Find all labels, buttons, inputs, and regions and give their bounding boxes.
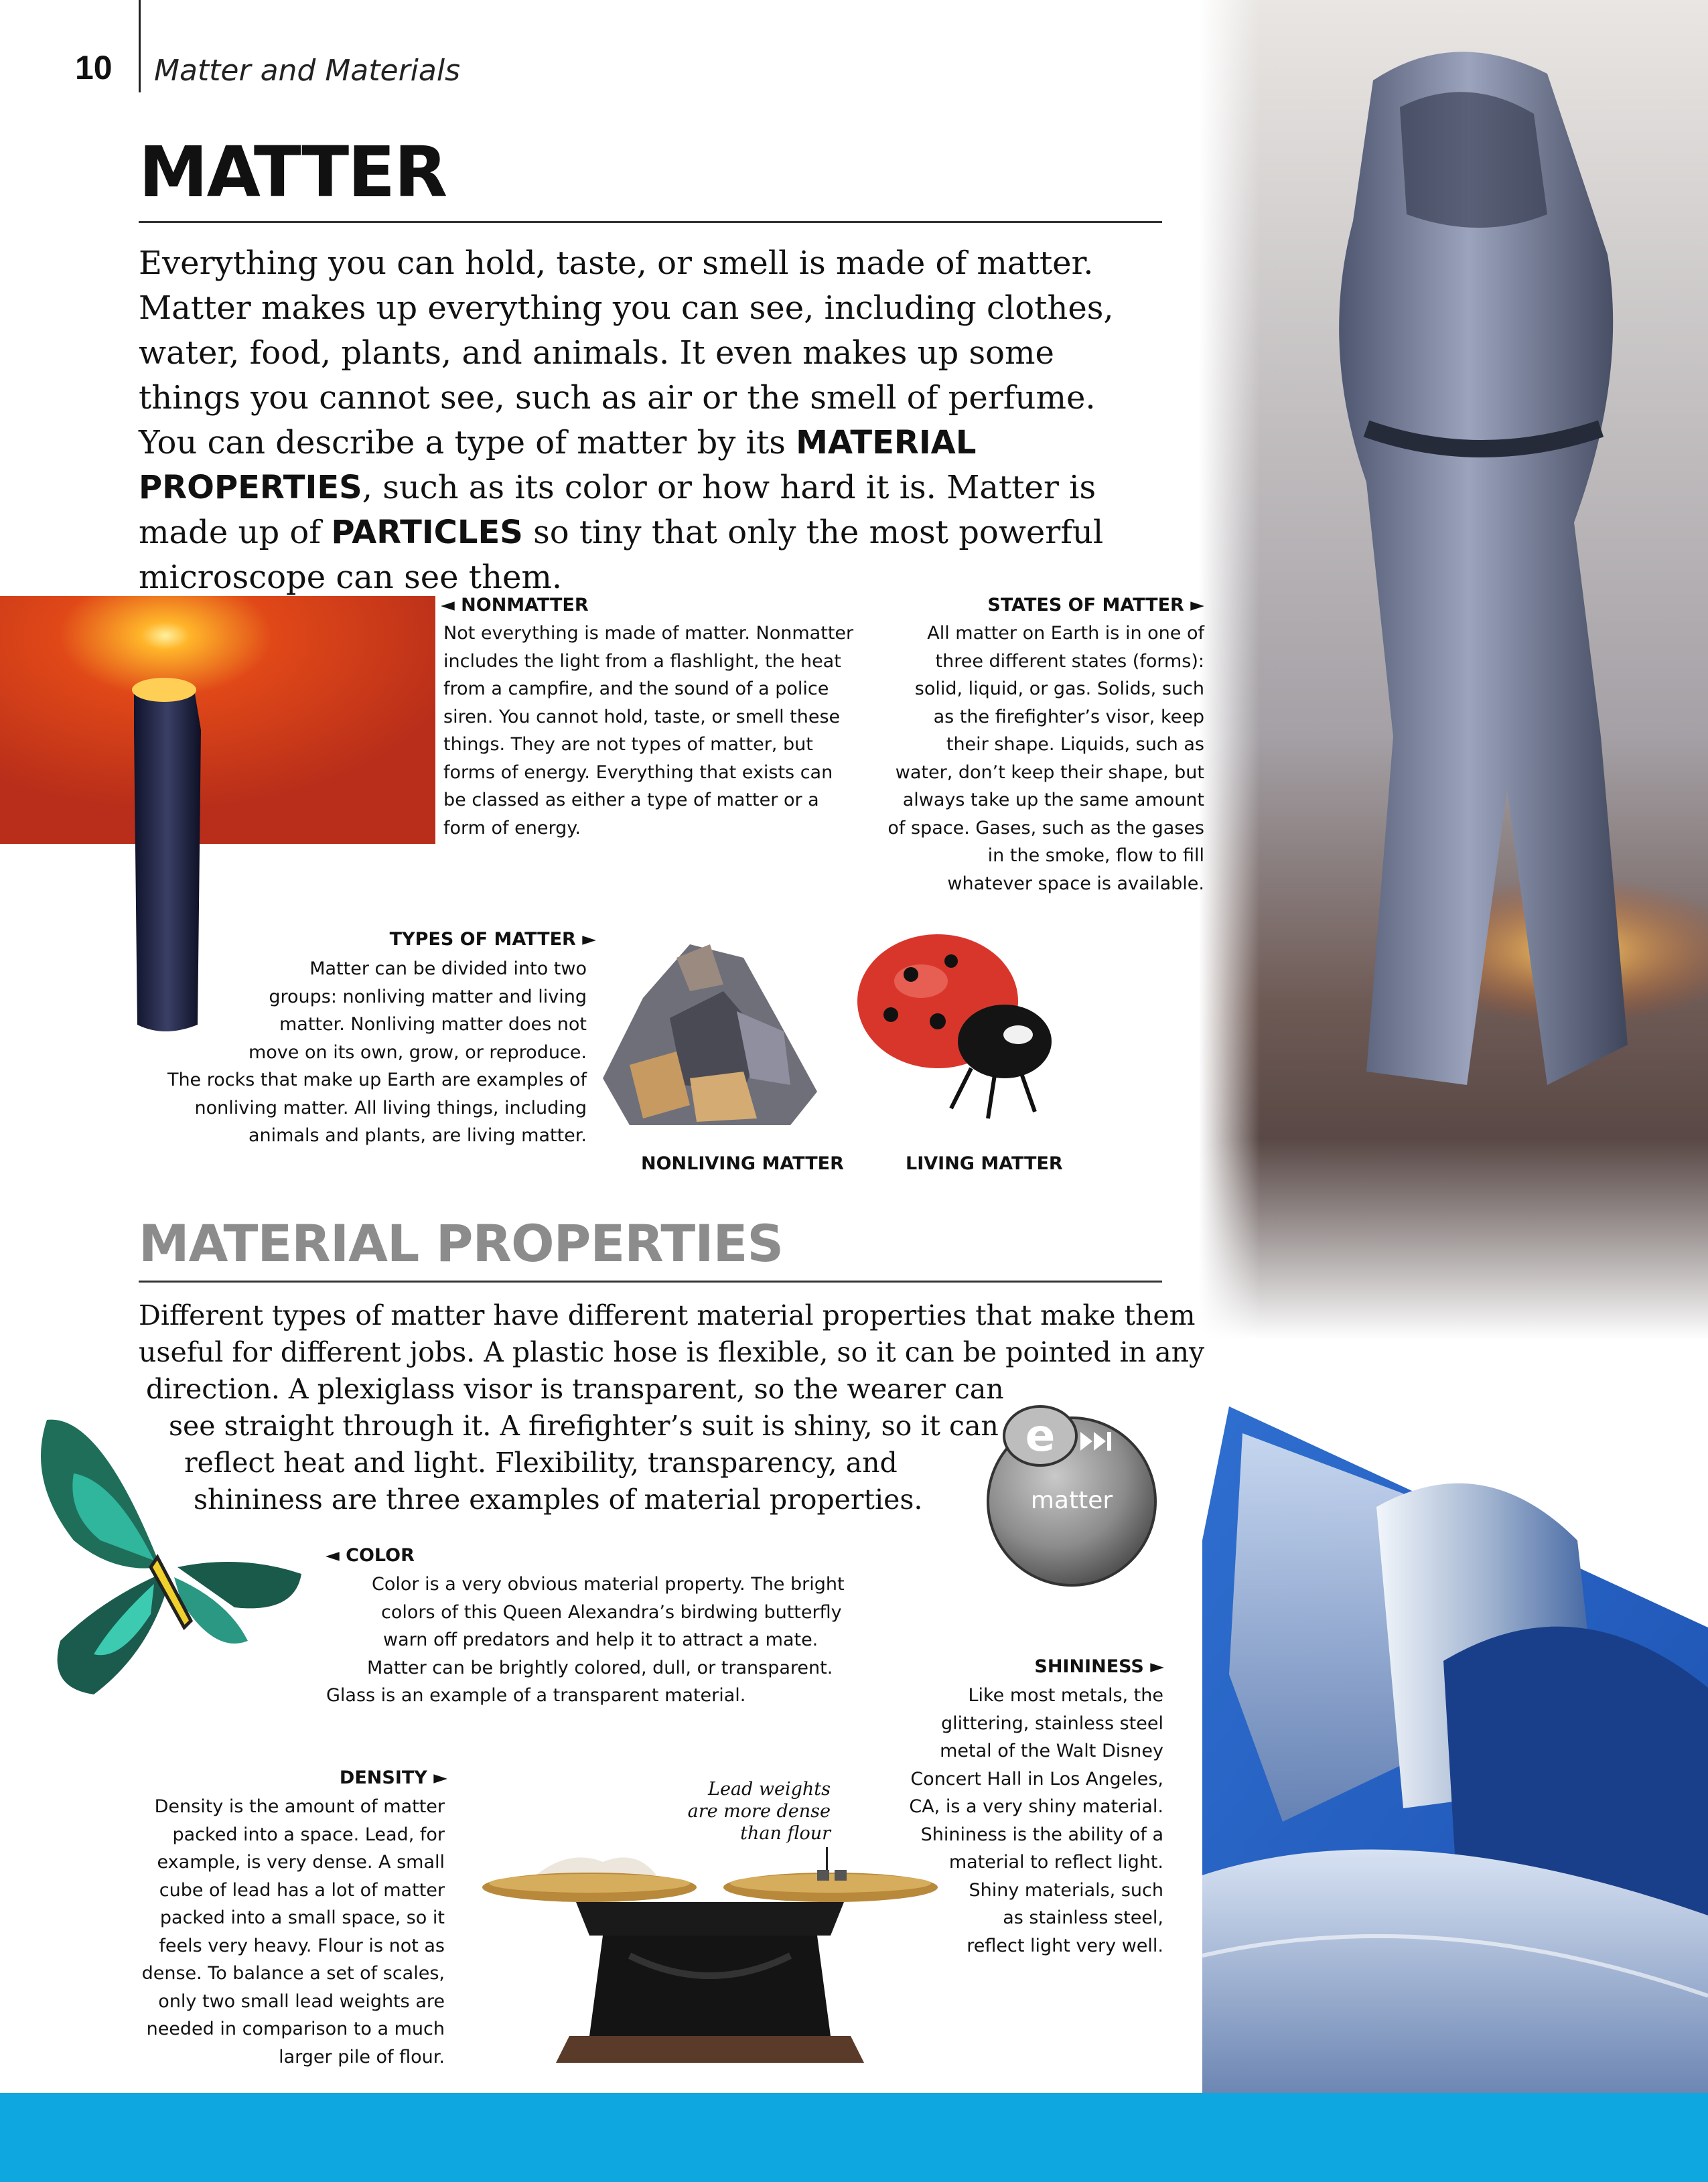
concert-hall-photo [1202, 1406, 1708, 2093]
types-heading: TYPES OF MATTER ► [389, 929, 596, 950]
section-title: Matter and Materials [154, 54, 461, 88]
butterfly-photo [20, 1400, 328, 1735]
elink-letter: e [1025, 1410, 1056, 1461]
header-divider [139, 0, 141, 92]
intro-paragraph [139, 241, 1157, 600]
title-rule [139, 221, 1162, 223]
label-living-matter: LIVING MATTER [906, 1153, 1063, 1174]
nonmatter-text: Not everything is made of matter. Nonmatter includes the light from a flashlight, the heat from a campfire, and the sound of a police siren. You cannot hold, taste, or smell these things. They are not types of matter, but forms of energy. Everything that exists can be classed as either a type of matter or a form of energy. [443, 623, 854, 839]
ladybug-photo [851, 921, 1072, 1129]
rocks-photo [589, 918, 831, 1139]
shininess-text: Like most metals, the glittering, stainless steel metal of the Walt Disney Concert Hall in Los Angeles, CA, is a very shiny material. Shininess is the ability of a material to reflect light. Shiny materials, such as stainless steel, reflect light very well. [909, 1685, 1163, 1956]
firefighter-photo [1199, 0, 1708, 1339]
mp-line: Different types of matter have different material properties that make them [139, 1299, 1196, 1331]
intro-text-2: , such as its color or how hard it is. Matter is made up of [139, 469, 1096, 551]
intro-text-3: so tiny that only the most powerful microscope can see them. [139, 514, 1104, 596]
term-particles[interactable]: PARTICLES [331, 514, 523, 551]
density-text: Density is the amount of matter packed into a space. Lead, for example, is very dense. A small cube of lead has a lot of matter packed into a small space, so it feels very heavy. Flour is not as dense. To balance a set of scales, only two small lead weights are needed in comparison to a much larger pile of flour. [141, 1796, 445, 2067]
nonmatter-heading: ◄ NONMATTER [441, 595, 589, 615]
color-text: Color is a very obvious material property. The bright colors of this Queen Alexandra’s birdwing butterfly warn off predators and help it to attract a mate. Matter can be brightly colored, dull, or transparent. Glass is an example of a transparent material. [326, 1574, 845, 1706]
states-heading: STATES OF MATTER ► [987, 595, 1204, 615]
material-properties-heading: MATERIAL PROPERTIES [139, 1214, 784, 1273]
elink-label: matter [1030, 1487, 1113, 1514]
mp-line: useful for different jobs. A plastic hose is flexible, so it can be pointed in any [139, 1336, 1205, 1368]
shininess-heading: SHININESS ► [1034, 1656, 1164, 1677]
page-title: MATTER [139, 131, 447, 213]
mp-line: shininess are three examples of material properties. [194, 1483, 923, 1516]
scales-photo [469, 1835, 951, 2083]
footer-band [0, 2093, 1708, 2182]
elink-button[interactable] [981, 1401, 1162, 1589]
mp-line: direction. A plexiglass visor is transparent, so the wearer can [146, 1373, 1004, 1405]
intro-text-1: Everything you can hold, taste, or smell is made of matter. Matter makes up everything you can see, including clothes, water, food, plants, and animals. It even makes up some things you cannot see, such as air or the smell of perfume. You can describe a type of matter by its [139, 244, 1114, 461]
scale-note: Lead weights are more dense than flour [687, 1779, 831, 1844]
color-heading: ◄ COLOR [326, 1545, 415, 1566]
states-text: All matter on Earth is in one of three different states (forms): solid, liquid, or gas. Solids, such as the firefighter’s visor, keep their shape. Liquids, such as water, don’t keep their shape, but always take up the same amount of space. Gases, such as the gases in the smoke, flow to fill whatever space is available. [887, 623, 1204, 894]
mp-line: see straight through it. A firefighter’s suit is shiny, so it can [169, 1410, 999, 1442]
types-text: Matter can be divided into two groups: nonliving matter and living matter. Nonliving matter does not move on its own, grow, or reproduce. The rocks that make up Earth are examples of nonliving matter. All living things, including animals and plants, are living matter. [167, 958, 587, 1146]
mp-line: reflect heat and light. Flexibility, transparency, and [184, 1447, 898, 1479]
page-number: 10 [75, 49, 113, 86]
label-nonliving-matter: NONLIVING MATTER [641, 1153, 844, 1174]
term-material-properties[interactable]: MATERIAL PROPERTIES [139, 424, 977, 506]
material-properties-rule [139, 1281, 1162, 1283]
density-heading: DENSITY ► [339, 1767, 447, 1788]
